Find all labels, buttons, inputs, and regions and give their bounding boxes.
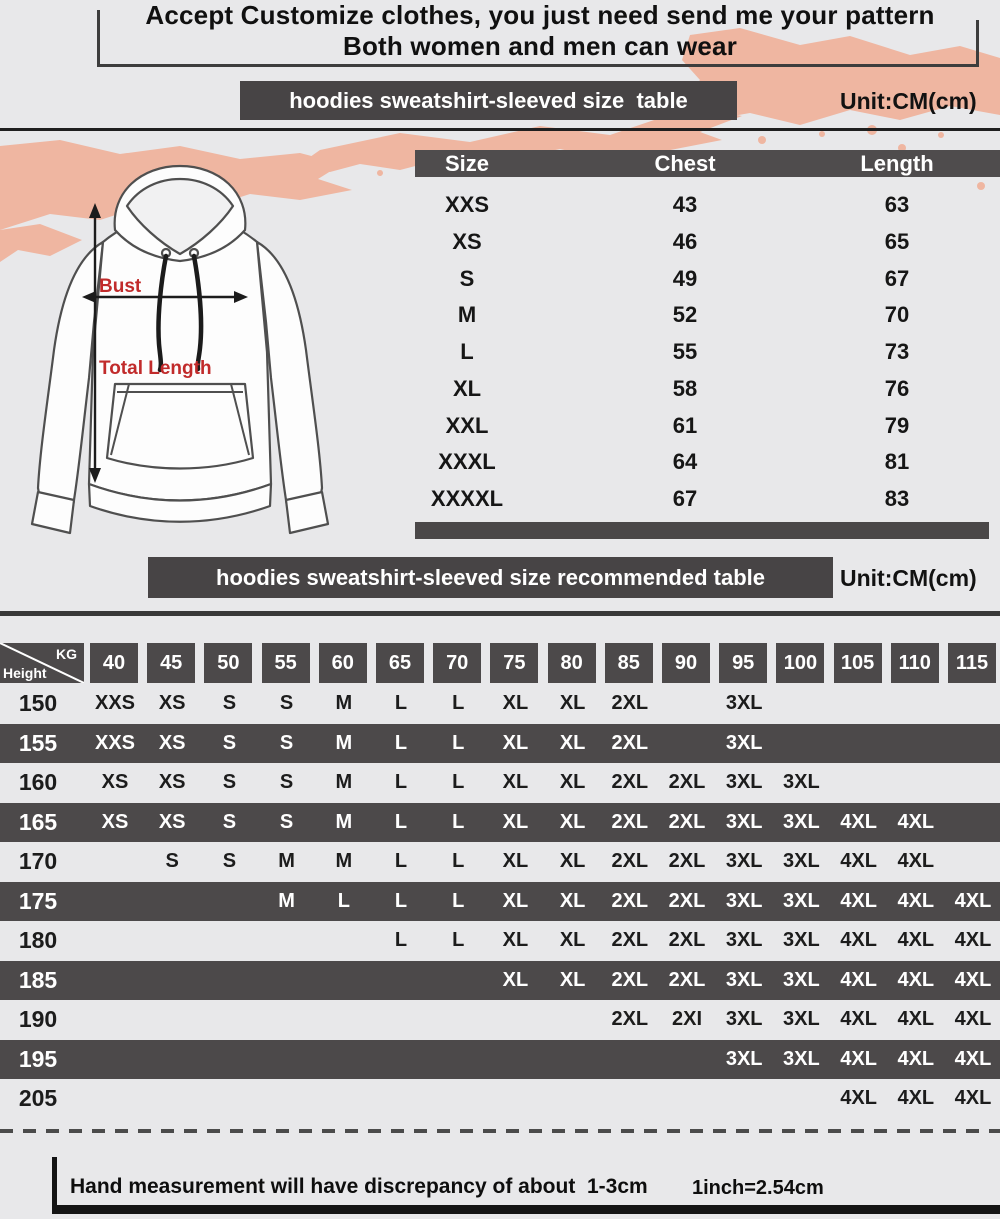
height-label: 170 [18, 848, 58, 874]
height-label: 180 [18, 927, 58, 953]
size-recommendation: XL [502, 850, 529, 872]
size-recommendation: 4XL [840, 889, 877, 912]
size-recommendation: XL [502, 810, 529, 833]
size-label: XXS [444, 192, 490, 217]
kg-column-header: 100 [776, 643, 824, 683]
recommended-table-banner: hoodies sweatshirt-sleeved size recommended table [148, 557, 833, 598]
size-recommendation: XXS [94, 692, 136, 714]
size-recommendation: 4XL [840, 1047, 877, 1070]
size-recommendation: S [279, 692, 294, 714]
dashed-separator [0, 1129, 1000, 1133]
kg-column-header: 75 [490, 643, 538, 683]
size-recommendation: XL [559, 692, 586, 714]
size-recommendation: 4XL [840, 1008, 877, 1030]
size-recommendation: S [222, 810, 237, 833]
size-recommendation: 2XL [611, 771, 649, 793]
size-recommendation: 3XL [783, 771, 820, 793]
size-recommendation: L [452, 850, 465, 872]
size-recommendation: L [394, 810, 408, 833]
size-recommendation: S [279, 731, 294, 754]
size-recommendation: 4XL [897, 1008, 935, 1030]
size-label: S [459, 265, 475, 291]
height-label: 190 [18, 1006, 58, 1032]
size-recommendation: 3XL [725, 968, 763, 991]
size-recommendation: 4XL [897, 968, 935, 991]
size-recommendation: 2XL [668, 889, 706, 912]
size-recommendation: 3XL [725, 889, 763, 912]
length-value: 65 [884, 228, 910, 254]
hoodie-measurement-diagram [15, 152, 345, 542]
chest-value: 49 [672, 265, 698, 291]
size-recommendation: M [278, 889, 295, 912]
size-label: L [460, 339, 474, 364]
size-recommendation: XL [502, 731, 529, 754]
chest-value: 43 [672, 192, 698, 217]
size-recommendation: XL [502, 692, 529, 714]
size-recommendation: L [394, 731, 408, 754]
size-recommendation: L [452, 810, 465, 833]
size-label: XS [452, 228, 482, 254]
size-recommendation: 4XL [897, 889, 935, 912]
recommendation-row [0, 763, 1000, 803]
size-recommendation: 3XL [725, 692, 763, 714]
size-recommendation: XS [101, 810, 129, 833]
size-recommendation: 3XL [783, 968, 820, 991]
size-recommendation: 3XL [725, 1008, 763, 1030]
size-recommendation: XL [559, 889, 586, 912]
chest-value: 55 [672, 339, 698, 364]
size-recommendation: XL [559, 731, 586, 754]
size-recommendation: M [335, 810, 353, 833]
size-recommendation: 4XL [954, 889, 992, 912]
size-recommendation: L [394, 771, 408, 793]
kg-column-header: 45 [147, 643, 195, 683]
size-recommendation: XXS [94, 731, 136, 754]
measurement-note: Hand measurement will have discrepancy of about 1-3cm [70, 1175, 648, 1198]
size-recommendation: XS [101, 771, 129, 793]
size-recommendation: XS [158, 731, 186, 754]
size-recommendation: L [394, 692, 408, 714]
divider-line-top [0, 128, 1000, 131]
size-recommendation: S [222, 771, 237, 793]
column-header-size: Size [444, 151, 490, 176]
kg-column-header: 65 [376, 643, 424, 683]
size-label: M [457, 302, 477, 328]
size-recommendation: XS [158, 692, 186, 714]
size-recommendation: XL [559, 968, 586, 991]
size-recommendation: 2XL [611, 731, 649, 754]
recommendation-row [0, 803, 1000, 843]
height-label: 205 [18, 1085, 58, 1111]
size-recommendation: L [394, 889, 408, 912]
size-table-unit: Unit:CM(cm) [840, 88, 977, 114]
size-recommendation: 4XL [897, 929, 935, 951]
length-value: 73 [884, 339, 910, 364]
recommendation-row [0, 1040, 1000, 1080]
page-title-line1: Accept Customize clothes, you just need send me your pattern [145, 0, 935, 30]
size-recommendation: M [335, 731, 353, 754]
kg-column-header: 90 [662, 643, 710, 683]
size-recommendation: 2XL [611, 1008, 649, 1030]
size-recommendation: 2XL [668, 850, 706, 872]
size-recommendation: L [452, 731, 465, 754]
size-recommendation: 3XL [725, 929, 763, 951]
size-recommendation: 4XL [897, 850, 935, 872]
size-recommendation: 2XL [668, 771, 706, 793]
title-frame-left [97, 10, 100, 67]
size-recommendation: 4XL [897, 1047, 935, 1070]
size-recommendation: L [394, 929, 408, 951]
size-recommendation: 4XL [840, 850, 877, 872]
recommendation-row [0, 1000, 1000, 1040]
kg-column-header: 105 [834, 643, 882, 683]
size-recommendation: M [335, 850, 353, 872]
length-value: 81 [884, 449, 910, 475]
size-recommendation: 4XL [954, 1087, 992, 1109]
size-recommendation: 3XL [783, 889, 820, 912]
height-label: 165 [18, 808, 58, 835]
size-recommendation: 3XL [783, 810, 820, 833]
size-recommendation: 4XL [840, 1087, 877, 1109]
recommendation-row [0, 882, 1000, 922]
recommendation-row [0, 724, 1000, 764]
size-recommendation: S [165, 850, 179, 872]
recommended-table-unit: Unit:CM(cm) [840, 565, 977, 591]
size-recommendation: M [335, 692, 353, 714]
footer-bracket-left [52, 1157, 57, 1207]
kg-column-header: 60 [319, 643, 367, 683]
height-axis-label: Height [3, 665, 47, 681]
size-recommendation: 2XL [611, 929, 649, 951]
size-label: XXXXL [430, 486, 504, 511]
hoodie-pocket [107, 384, 253, 469]
bust-label: Bust [99, 276, 142, 297]
size-recommendation: 2XL [611, 889, 649, 912]
size-recommendation: 4XL [954, 1047, 992, 1070]
size-recommendation: L [394, 850, 408, 872]
kg-column-header: 110 [891, 643, 939, 683]
size-recommendation: 3XL [783, 1008, 820, 1030]
column-header-length: Length [860, 151, 934, 176]
size-recommendation: L [337, 889, 350, 912]
recommendation-row [0, 1079, 1000, 1119]
title-frame-bottom [97, 64, 979, 67]
size-recommendation: 3XL [725, 1047, 763, 1070]
inch-conversion-note: 1inch=2.54cm [692, 1177, 824, 1199]
size-recommendation: XS [158, 771, 186, 793]
size-recommendation: XL [502, 771, 529, 793]
recommendation-row [0, 684, 1000, 724]
height-label: 185 [18, 966, 58, 993]
size-recommendation: L [452, 771, 465, 793]
size-label: XXXL [438, 449, 496, 475]
chest-value: 67 [672, 486, 698, 511]
chest-value: 64 [672, 449, 698, 475]
height-label: 150 [18, 690, 58, 716]
size-table-banner: hoodies sweatshirt-sleeved size table [240, 81, 737, 120]
height-label: 175 [18, 887, 58, 914]
size-recommendation: XL [559, 810, 586, 833]
size-recommendation: 3XL [783, 1047, 820, 1070]
kg-column-header: 55 [262, 643, 310, 683]
size-recommendation: XL [502, 968, 529, 991]
length-value: 83 [884, 486, 910, 511]
length-value: 63 [884, 192, 910, 217]
kg-column-header: 85 [605, 643, 653, 683]
size-recommendation: 2XL [611, 968, 649, 991]
hoodie-right-cuff [286, 492, 328, 533]
size-recommendation: 3XL [725, 731, 763, 754]
size-recommendation: L [452, 889, 465, 912]
size-recommendation: 2XL [611, 850, 649, 872]
length-value: 70 [884, 302, 910, 328]
size-recommendation: XL [559, 850, 586, 872]
chest-value: 58 [672, 375, 698, 401]
size-recommendation: 4XL [840, 929, 877, 951]
size-recommendation: 4XL [840, 810, 877, 833]
size-recommendation: 2XL [668, 929, 706, 951]
column-header-chest: Chest [654, 151, 716, 176]
kg-column-header: 80 [548, 643, 596, 683]
size-recommendation: M [278, 850, 295, 872]
recommendation-row [0, 961, 1000, 1001]
size-recommendation: L [452, 929, 465, 951]
footer-bracket-bottom [52, 1205, 1000, 1214]
size-recommendation: XL [502, 929, 529, 951]
size-recommendation: 2XL [611, 810, 649, 833]
size-recommendation: S [222, 850, 237, 872]
divider-line-middle [0, 611, 1000, 616]
length-value: 79 [884, 412, 910, 438]
size-recommendation: 4XL [954, 929, 992, 951]
kg-column-header: 40 [90, 643, 138, 683]
height-label: 195 [18, 1045, 58, 1072]
size-recommendation: 3XL [783, 929, 820, 951]
chest-value: 46 [672, 228, 698, 254]
size-recommendation: XS [158, 810, 186, 833]
size-recommendation: 4XL [840, 968, 877, 991]
length-value: 67 [884, 265, 910, 291]
size-recommendation: 4XL [954, 1008, 992, 1030]
size-recommendation: 2XL [668, 810, 706, 833]
weight-unit-label: KG [56, 646, 77, 662]
size-recommendation: 2XL [611, 692, 649, 714]
chest-value: 61 [672, 412, 698, 438]
size-recommendation: M [335, 771, 353, 793]
kg-column-header: 70 [433, 643, 481, 683]
height-label: 160 [18, 769, 58, 795]
title-frame-right [976, 20, 979, 67]
kg-column-header: 95 [719, 643, 767, 683]
hoodie-left-cuff [32, 492, 74, 533]
size-label: XXL [445, 412, 489, 438]
size-recommendation: S [222, 731, 237, 754]
kg-column-header: 50 [204, 643, 252, 683]
size-recommendation: 2XL [668, 968, 706, 991]
size-recommendation: 4XL [897, 810, 935, 833]
chest-value: 52 [672, 302, 698, 328]
size-recommendation: 3XL [725, 850, 763, 872]
size-label: XL [452, 375, 482, 401]
size-recommendation: 3XL [725, 810, 763, 833]
size-recommendation: 4XL [954, 968, 992, 991]
size-recommendation: XL [559, 929, 586, 951]
length-value: 76 [884, 375, 910, 401]
total-length-label: Total Length [99, 358, 212, 379]
size-recommendation: XL [502, 889, 529, 912]
size-recommendation: 3XL [783, 850, 820, 872]
size-recommendation: 4XL [897, 1087, 935, 1109]
size-recommendation: S [279, 810, 294, 833]
page-title-line2: Both women and men can wear [342, 31, 738, 61]
size-recommendation: 2XI [671, 1008, 703, 1030]
height-label: 155 [18, 729, 58, 756]
size-table-bottom-bar [415, 522, 989, 539]
size-recommendation: S [222, 692, 237, 714]
size-recommendation: L [452, 692, 465, 714]
size-recommendation: XL [559, 771, 586, 793]
kg-column-header: 115 [948, 643, 996, 683]
recommendation-row [0, 842, 1000, 882]
size-recommendation: 3XL [725, 771, 763, 793]
kg-height-corner-cell [0, 643, 84, 683]
recommendation-row [0, 921, 1000, 961]
size-recommendation: S [279, 771, 294, 793]
